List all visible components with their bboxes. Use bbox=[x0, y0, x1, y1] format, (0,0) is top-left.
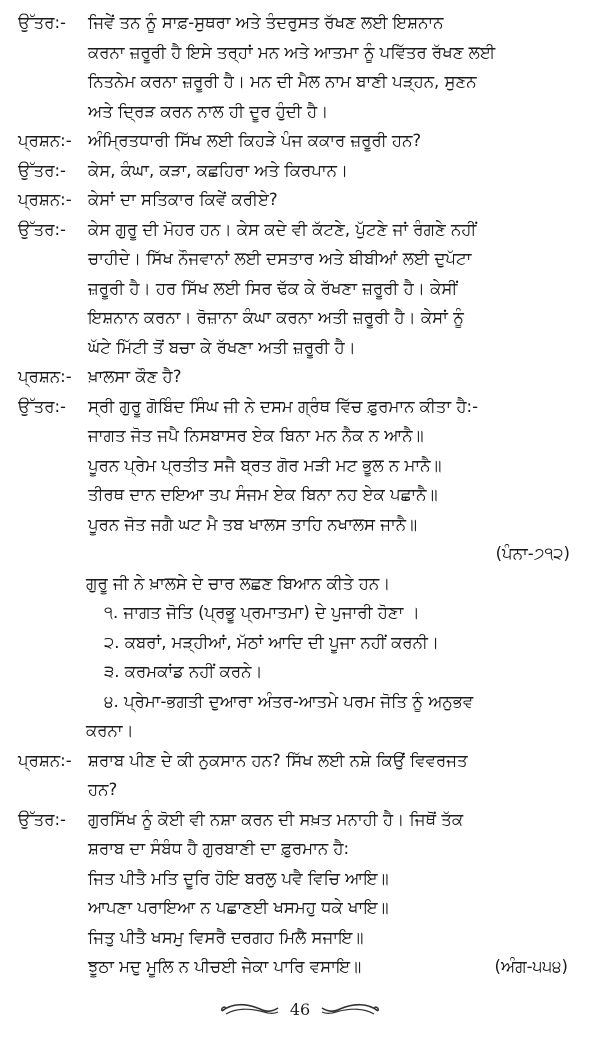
list-item bbox=[0, 687, 600, 717]
list-item bbox=[0, 657, 600, 687]
verse-text: ਆਪਣਾ ਪਰਾਇਆ ਨ ਪਛਾਣਈ ਖਸਮਹੁ ਧਕੇ ਖਾਇ॥ bbox=[88, 898, 389, 917]
verse-line bbox=[0, 510, 600, 540]
verse-line bbox=[0, 421, 600, 451]
verse-text: ਜਾਗਤ ਜੋਤ ਜਪੈ ਨਿਸਬਾਸਰ ਏਕ ਬਿਨਾ ਮਨ ਨੈਕ ਨ ਆਨੈ॥ bbox=[88, 426, 424, 445]
page-reference: (ਅੰਗ-੫੫੪) bbox=[494, 957, 568, 976]
text-line bbox=[0, 185, 600, 215]
right-flourish-icon bbox=[320, 1001, 380, 1017]
verse-line bbox=[0, 952, 600, 982]
text-line bbox=[0, 834, 600, 864]
verse-line bbox=[0, 893, 600, 923]
text-line bbox=[0, 362, 600, 392]
page-number: 46 bbox=[289, 999, 311, 1019]
answer-label: ਉੱਤਰ:- bbox=[18, 160, 66, 180]
line-text: ਨਿਤਨੇਮ ਕਰਨਾ ਜ਼ਰੂਰੀ ਹੈ। ਮਨ ਦੀ ਮੈਲ ਨਾਮ ਬਾਣੀ ਪੜ੍ਹਨ, ਸੁਣਨ bbox=[88, 72, 477, 91]
line-text: ਘੱਟੇ ਮਿੱਟੀ ਤੋਂ ਬਚਾ ਕੇ ਰੱਖਣਾ ਅਤੀ ਜ਼ਰੂਰੀ ਹੈ। bbox=[88, 337, 356, 357]
line-text: ਕਰਨਾ ਜ਼ਰੂਰੀ ਹੈ ਇਸੇ ਤਰ੍ਹਾਂ ਮਨ ਅਤੇ ਆਤਮਾ ਨੂੰ ਪਵਿੱਤਰ ਰੱਖਣ ਲਈ bbox=[88, 42, 496, 62]
verse-text: ਜਿਤ ਪੀਤੈ ਮਤਿ ਦੂਰਿ ਹੋਇ ਬਰਲੁ ਪਵੈ ਵਿਚਿ ਆਇ॥ bbox=[88, 868, 389, 888]
line-text: ਅੰਮ੍ਰਿਤਧਾਰੀ ਸਿੱਖ ਲਈ ਕਿਹੜੇ ਪੰਜ ਕਕਾਰ ਜ਼ਰੂਰੀ ਹਨ? bbox=[88, 131, 422, 150]
text-line bbox=[0, 156, 600, 186]
verse-text: ਤੀਰਥ ਦਾਨ ਦਇਆ ਤਪ ਸੰਜਮ ਏਕ ਬਿਨਾ ਨਹ ਏਕ ਪਛਾਨੈ॥ bbox=[88, 485, 438, 504]
reference-line bbox=[0, 539, 600, 569]
line-text: ਸ੍ਰੀ ਗੁਰੂ ਗੋਬਿੰਦ ਸਿੰਘ ਜੀ ਨੇ ਦਸਮ ਗ੍ਰੰਥ ਵਿੱਚ ਫ਼ੁਰਮਾਨ ਕੀਤਾ ਹੈ:- bbox=[88, 396, 479, 416]
line-text: ਗੁਰੂ ਜੀ ਨੇ ਖ਼ਾਲਸੇ ਦੇ ਚਾਰ ਲਛਣ ਬਿਆਨ ਕੀਤੇ ਹਨ। bbox=[86, 573, 391, 593]
text-line bbox=[0, 333, 600, 363]
list-item bbox=[0, 598, 600, 628]
text-line bbox=[0, 274, 600, 304]
verse-text: ਪੂਰਨ ਪ੍ਰੇਮ ਪ੍ਰਤੀਤ ਸਜੈ ਬ੍ਰਤ ਗੋਰ ਮੜੀ ਮਟ ਭੂਲ ਨ ਮਾਨੈ॥ bbox=[88, 455, 442, 475]
question-label: ਪ੍ਰਸ਼ਨ:- bbox=[18, 131, 72, 150]
line-text: ਸ਼ਰਾਬ ਦਾ ਸੰਬੰਧ ਹੈ ਗੁਰਬਾਣੀ ਦਾ ਫ਼ੁਰਮਾਨ ਹੈ: bbox=[88, 839, 350, 858]
text-line bbox=[0, 746, 600, 776]
text-line bbox=[0, 38, 600, 68]
verse-line bbox=[0, 480, 600, 510]
answer-label: ਉੱਤਰ:- bbox=[18, 396, 66, 416]
verse-line bbox=[0, 451, 600, 481]
line-text: ਜਿਵੇਂ ਤਨ ਨੂੰ ਸਾਫ਼-ਸੁਥਰਾ ਅਤੇ ਤੰਦਰੁਸਤ ਰੱਖਣ ਲਈ ਇਸ਼ਨਾਨ bbox=[88, 13, 444, 32]
answer-label: ਉੱਤਰ:- bbox=[18, 219, 66, 239]
verse-line bbox=[0, 864, 600, 894]
verse-text: ਪੂਰਨ ਜੋਤ ਜਗੈ ਘਟ ਮੈ ਤਬ ਖਾਲਸ ਤਾਹਿ ਨਖਾਲਸ ਜਾਨੈ॥ bbox=[88, 514, 418, 534]
line-text: ਜ਼ਰੂਰੀ ਹੈ। ਹਰ ਸਿੱਖ ਲਈ ਸਿਰ ਢੱਕ ਕੇ ਰੱਖਣਾ ਜ਼ਰੂਰੀ ਹੈ। ਕੇਸੀਂ bbox=[88, 278, 458, 298]
list-item-text: ੩. ਕਰਮਕਾਂਡ ਨਹੀਂ ਕਰਨੇ। bbox=[104, 662, 263, 681]
text-line bbox=[0, 126, 600, 156]
line-text: ਅਤੇ ਦ੍ਰਿੜ ਕਰਨ ਨਾਲ ਹੀ ਦੂਰ ਹੁੰਦੀ ਹੈ। bbox=[88, 101, 329, 121]
question-label: ਪ੍ਰਸ਼ਨ:- bbox=[18, 367, 72, 386]
verse-text: ਜਿਤੁ ਪੀਤੈ ਖਸਮੁ ਵਿਸਰੈ ਦਰਗਹ ਮਿਲੈ ਸਜਾਇ॥ bbox=[88, 927, 364, 947]
text-line bbox=[0, 244, 600, 274]
text-line bbox=[0, 392, 600, 422]
answer-label: ਉੱਤਰ:- bbox=[18, 809, 66, 829]
line-text: ਖ਼ਾਲਸਾ ਕੌਣ ਹੈ? bbox=[88, 367, 182, 386]
answer-label: ਉੱਤਰ:- bbox=[18, 13, 66, 32]
list-item bbox=[0, 628, 600, 658]
text-line bbox=[0, 67, 600, 97]
list-item-text: ੧. ਜਾਗਤ ਜੋਤਿ (ਪ੍ਰਭੂ ਪ੍ਰਮਾਤਮਾ) ਦੇ ਪੁਜਾਰੀ ਹੋਣਾ । bbox=[104, 603, 420, 622]
text-line bbox=[0, 97, 600, 127]
line-text: ਕੇਸਾਂ ਦਾ ਸਤਿਕਾਰ ਕਿਵੇਂ ਕਰੀਏ? bbox=[88, 190, 278, 209]
list-item-text: ੪. ਪ੍ਰੇਮਾ-ਭਗਤੀ ਦੁਆਰਾ ਅੰਤਰ-ਆਤਮੇ ਪਰਮ ਜੋਤਿ ਨੂੰ ਅਨੁਭਵ bbox=[104, 691, 474, 711]
question-label: ਪ੍ਰਸ਼ਨ:- bbox=[18, 750, 72, 770]
line-text: ਕੇਸ ਗੁਰੂ ਦੀ ਮੋਹਰ ਹਨ। ਕੇਸ ਕਦੇ ਵੀ ਕੱਟਣੇ, ਪੁੱਟਣੇ ਜਾਂ ਰੰਗਣੇ ਨਹੀਂ bbox=[88, 219, 477, 239]
line-text: ਸ਼ਰਾਬ ਪੀਣ ਦੇ ਕੀ ਨੁਕਸਾਨ ਹਨ? ਸਿੱਖ ਲਈ ਨਸ਼ੇ ਕਿਉਂ ਵਿਵਰਜਤ bbox=[88, 750, 468, 770]
text-line bbox=[0, 303, 600, 333]
text-line bbox=[0, 8, 600, 38]
text-line bbox=[0, 775, 600, 805]
verse-text: ਝੂਠਾ ਮਦੁ ਮੂਲਿ ਨ ਪੀਚਈ ਜੇਕਾ ਪਾਰਿ ਵਸਾਇ॥ bbox=[88, 957, 362, 976]
text-line bbox=[0, 215, 600, 245]
left-flourish-icon bbox=[220, 1001, 280, 1017]
line-text: ਚਾਹੀਦੇ। ਸਿੱਖ ਨੌਜਵਾਨਾਂ ਲਈ ਦਸਤਾਰ ਅਤੇ ਬੀਬੀਆਂ ਲਈ ਦੁਪੱਟਾ bbox=[88, 249, 472, 268]
line-text: ਹਨ? bbox=[88, 780, 118, 799]
page-text bbox=[0, 8, 600, 982]
line-text: ਕੇਸ, ਕੰਘਾ, ਕੜਾ, ਕਛਹਿਰਾ ਅਤੇ ਕਿਰਪਾਨ। bbox=[88, 160, 349, 180]
line-text: ਇਸ਼ਨਾਨ ਕਰਨਾ। ਰੋਜ਼ਾਨਾ ਕੰਘਾ ਕਰਨਾ ਅਤੀ ਜ਼ਰੂਰੀ ਹੈ। ਕੇਸਾਂ ਨੂੰ bbox=[88, 308, 464, 327]
list-item-text: ੨. ਕਬਰਾਂ, ਮੜ੍ਹੀਆਂ, ਮੱਠਾਂ ਆਦਿ ਦੀ ਪੂਜਾ ਨਹੀਂ ਕਰਨੀ। bbox=[104, 632, 440, 652]
text-line bbox=[0, 569, 600, 599]
line-text: ਗੁਰਸਿੱਖ ਨੂੰ ਕੋਈ ਵੀ ਨਸ਼ਾ ਕਰਨ ਦੀ ਸਖ਼ਤ ਮਨਾਹੀ ਹੈ। ਜਿਥੋਂ ਤੱਕ bbox=[88, 809, 464, 829]
page-footer bbox=[0, 994, 600, 1024]
text-line bbox=[0, 805, 600, 835]
list-item bbox=[0, 716, 600, 746]
page-reference: (ਪੰਨਾ-੭੧੨) bbox=[495, 544, 570, 563]
list-item-text: ਕਰਨਾ। bbox=[86, 721, 134, 740]
question-label: ਪ੍ਰਸ਼ਨ:- bbox=[18, 190, 72, 209]
verse-line bbox=[0, 923, 600, 953]
